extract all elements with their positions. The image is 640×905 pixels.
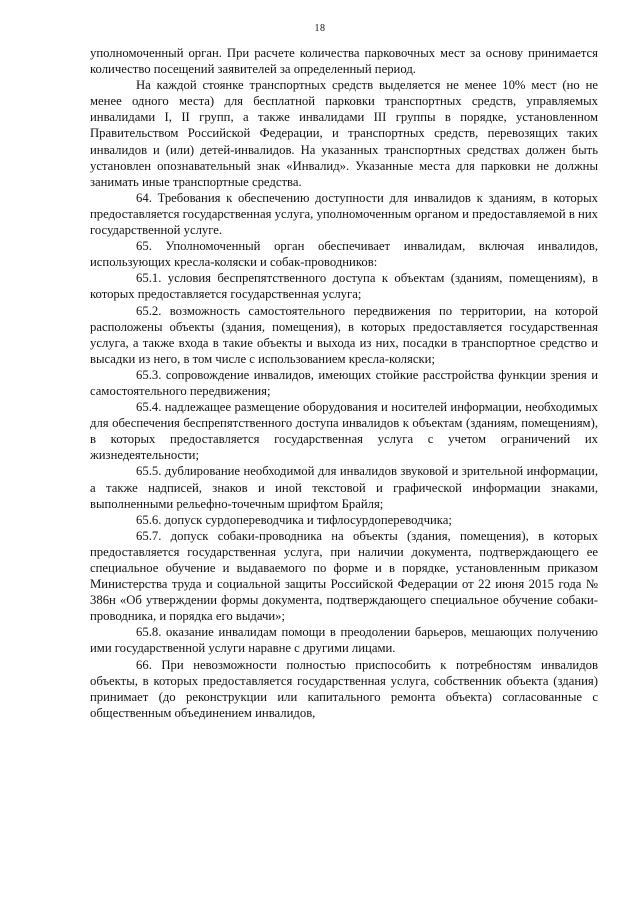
paragraph-65-5: 65.5. дублирование необходимой для инвалидов звуковой и зрительной информации, а также надписей, знаков и иной текстовой и графической информации знаками, выполненными рельефно-точечным шрифтом Брайля; [90, 464, 598, 511]
paragraph-64: 64. Требования к обеспечению доступности для инвалидов к зданиям, в которых предоставляется государственная услуга, уполномоченным органом и предоставляемой в них государственной услуге. [90, 190, 598, 238]
paragraph-65-1: 65.1. условия беспрепятственного доступа к объектам (зданиям, помещениям), в которых предоставляется государственная услуга; [90, 271, 598, 302]
paragraph-65-2: 65.2. возможность самостоятельного передвижения по территории, на которой расположены объекты (здания, помещения), в которых предоставляется государственная услуга, а также входа в такие объекты и выхода из них, посадки в транспортное средство и высадки из него, в том числе с использованием кресла-коляски; [90, 303, 598, 366]
paragraph-66: 66. При невозможности полностью приспособить к потребностям инвалидов объекты, в которых предоставляется государственная услуга, собственник объекта (здания) принимает (до реконструкции или капитального ремонта объекта) согласованные с общественным объединением инвалидов, [90, 657, 598, 720]
paragraph-continuation: уполномоченный орган. При расчете количества парковочных мест за основу принимается количество посещений заявителей за определенный период. [90, 46, 598, 77]
paragraph-65-7: 65.7. допуск собаки-проводника на объекты (здания, помещения), в которых предоставляется государственная услуга, при наличии документа, подтверждающего ее специальное обучение и выдаваемого по форме и в порядке, установленным приказом Министерства труда и социальной защиты Российской Федерации от 22 июня 2015 года № 386н «Об утверждении формы документа, подтверждающего специальное обучение собаки-проводника, и порядка его выдачи»; [90, 528, 598, 624]
paragraph-65-6: 65.6. допуск сурдопереводчика и тифлосурдопереводчика; [136, 512, 452, 527]
paragraph-65: 65. Уполномоченный орган обеспечивает инвалидам, включая инвалидов, использующих кресла-коляски и собак-проводников: [90, 239, 598, 270]
paragraph-65-3: 65.3. сопровождение инвалидов, имеющих стойкие расстройства функции зрения и самостоятельного передвижения; [90, 367, 598, 398]
paragraph-65-8: 65.8. оказание инвалидам помощи в преодолении барьеров, мешающих получению ими государственной услуги наравне с другими лицами. [90, 625, 598, 656]
page-number: 18 [314, 23, 326, 34]
paragraph-parking: На каждой стоянке транспортных средств выделяется не менее 10% мест (но не менее одного места) для бесплатной парковки транспортных средств, управляемых инвалидами I, II групп, а также инвалидами III группы в порядке, установленном Правительством Российской Федерации, и транспортных средств, перевозящих таких инвалидов и (или) детей-инвалидов. На указанных транспортных средствах должен быть установлен опознавательный знак «Инвалид». Указанные места для парковки не должны занимать иные транспортные средства. [90, 78, 598, 189]
paragraph-65-4: 65.4. надлежащее размещение оборудования и носителей информации, необходимых для обеспечения беспрепятственного доступа инвалидов к объектам (зданиям, помещениям), в которых предоставляется государственная услуга с учетом ограничений их жизнедеятельности; [90, 400, 598, 463]
document-body [90, 45, 598, 721]
